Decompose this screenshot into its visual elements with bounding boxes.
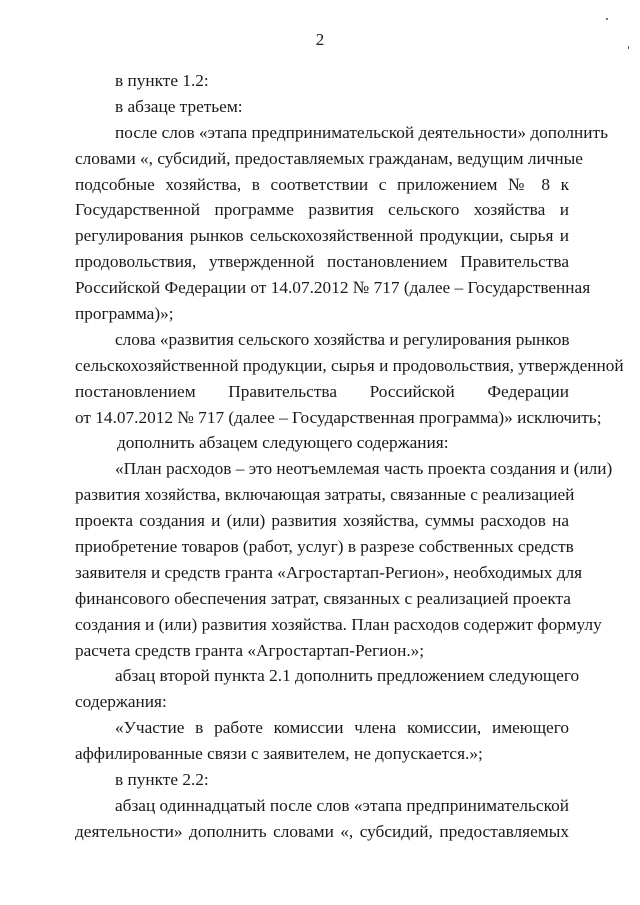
text-line: содержания: [75, 692, 167, 712]
text-line: от 14.07.2012 № 717 (далее – Государственная программа)» исключить; [75, 407, 602, 427]
text-line: абзац второй пункта 2.1 дополнить предложением следующего [115, 666, 580, 686]
text-line: Российской Федерации от 14.07.2012 № 717 (далее – Государственная [75, 278, 591, 298]
scan-speck [606, 18, 608, 20]
text-line: слова «развития сельского хозяйства и регулирования рынков [115, 329, 570, 349]
text-line: расчета средств гранта «Агростартап-Регион.»; [75, 640, 425, 660]
text-line: постановлением Правительства Российской Федерации [75, 381, 569, 401]
text-line: сельскохозяйственной продукции, сырья и продовольствия, утвержденной [75, 355, 624, 375]
text-line: дополнить абзацем следующего содержания: [117, 433, 449, 453]
scan-speck [628, 46, 629, 49]
text-line: в абзаце третьем: [115, 96, 243, 116]
text-line: подсобные хозяйства, в соответствии с приложением № 8 к [75, 174, 569, 194]
text-line: проекта создания и (или) развития хозяйства, суммы расходов на [75, 511, 569, 531]
text-line: Государственной программе развития сельского хозяйства и [75, 200, 569, 220]
text-line: абзац одиннадцатый после слов «этапа предпринимательской [115, 795, 569, 815]
text-line: программа)»; [75, 304, 174, 324]
text-line: регулирования рынков сельскохозяйственной продукции, сырья и [75, 226, 569, 246]
text-line: деятельности» дополнить словами «, субсидий, предоставляемых [75, 821, 569, 841]
text-line: развития хозяйства, включающая затраты, связанные с реализацией [75, 485, 575, 505]
text-line: после слов «этапа предпринимательской деятельности» дополнить [115, 122, 608, 142]
document-body [75, 68, 624, 845]
text-line: создания и (или) развития хозяйства. План расходов содержит формулу [75, 614, 602, 634]
text-line: «Участие в работе комиссии члена комиссии, имеющего [115, 718, 569, 738]
text-line: заявителя и средств гранта «Агростартап-Регион», необходимых для [75, 562, 583, 582]
text-line: финансового обеспечения затрат, связанных с реализацией проекта [75, 588, 571, 608]
text-line: в пункте 2.2: [115, 770, 209, 790]
text-line: продовольствия, утвержденной постановлением Правительства [75, 252, 569, 272]
text-line: в пункте 1.2: [115, 71, 209, 90]
text-line: «План расходов – это неотъемлемая часть проекта создания и (или) [115, 459, 613, 479]
page-number: 2 [315, 30, 325, 49]
text-line: аффилированные связи с заявителем, не допускается.»; [75, 744, 483, 764]
text-line: приобретение товаров (работ, услуг) в разрезе собственных средств [75, 537, 574, 557]
text-line: словами «, субсидий, предоставляемых гражданам, ведущим личные [75, 148, 583, 168]
